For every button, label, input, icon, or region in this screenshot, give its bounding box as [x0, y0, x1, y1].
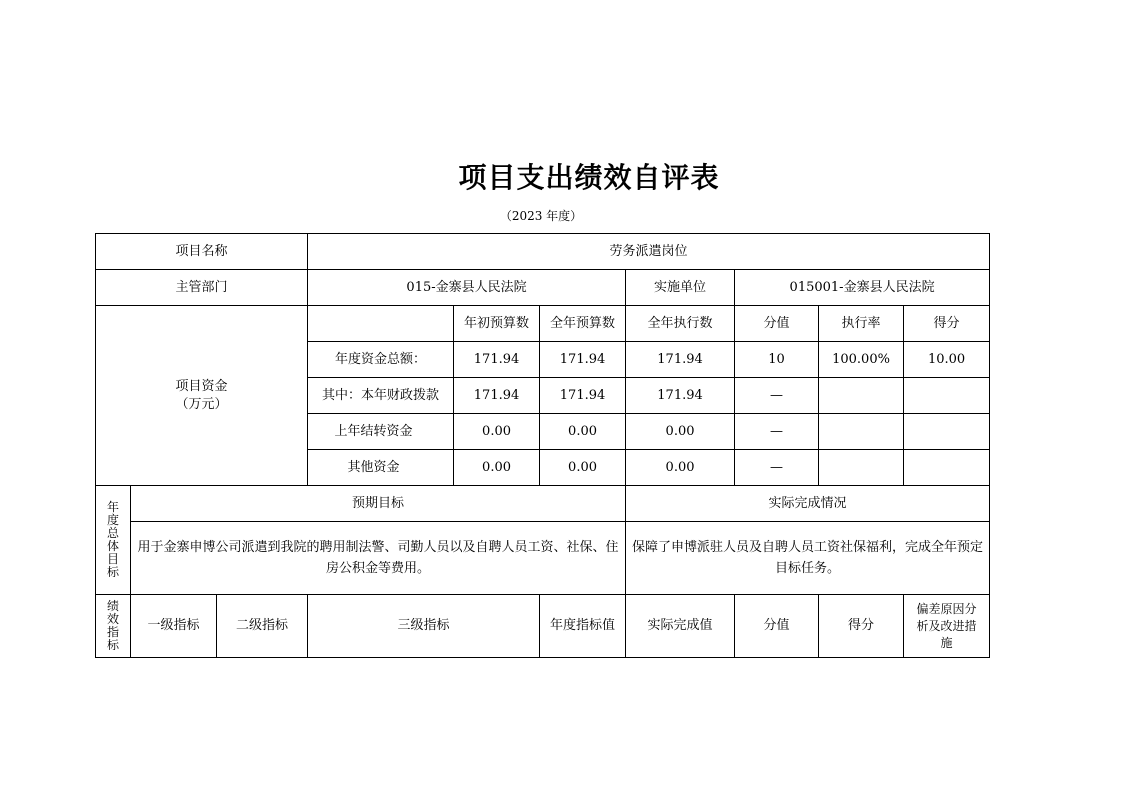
actual-completion-text: 保障了申博派驻人员及自聘人员工资社保福利，完成全年预定目标任务。 [626, 522, 990, 595]
funds-row-score: 10.00 [904, 342, 990, 378]
funds-label-line2: （万元） [175, 396, 228, 412]
implementing-unit-value: 015001-金寨县人民法院 [735, 270, 990, 306]
department-value: 015-金寨县人民法院 [308, 270, 626, 306]
funds-row-executed: 0.00 [626, 414, 735, 450]
funds-header-score: 得分 [904, 306, 990, 342]
funds-row-rate [819, 450, 904, 486]
funds-row-initial: 171.94 [454, 378, 540, 414]
funds-header-score-value: 分值 [735, 306, 819, 342]
funds-header-annual: 全年预算数 [540, 306, 626, 342]
project-name-label: 项目名称 [96, 234, 308, 270]
funds-row-score-value: 10 [735, 342, 819, 378]
funds-label-line1: 项目资金 [175, 378, 228, 394]
goals-content-row [96, 522, 990, 595]
level-3-indicator-header: 三级指标 [308, 595, 540, 658]
funds-row-score-value: — [735, 450, 819, 486]
expected-goal-text: 用于金寨申博公司派遣到我院的聘用制法警、司勤人员以及自聘人员工资、社保、住房公积金等费用。 [131, 522, 626, 595]
project-name-row [96, 234, 990, 270]
funds-row-initial: 0.00 [454, 414, 540, 450]
funds-row-rate [819, 378, 904, 414]
performance-indicators-side-label: 绩 效 指 标 [96, 595, 131, 658]
funds-header-row [96, 306, 990, 342]
expected-goal-header: 预期目标 [131, 486, 626, 522]
funds-row-executed: 171.94 [626, 378, 735, 414]
funds-label [96, 306, 308, 486]
funds-row-score-value: — [735, 378, 819, 414]
actual-value-header: 实际完成值 [626, 595, 735, 658]
department-label: 主管部门 [96, 270, 308, 306]
funds-row-rate: 100.00% [819, 342, 904, 378]
funds-row-annual: 0.00 [540, 414, 626, 450]
funds-row-annual: 171.94 [540, 378, 626, 414]
score-value-header: 分值 [735, 595, 819, 658]
funds-row-score [904, 414, 990, 450]
annual-goals-side-label: 年 度 总 体 目 标 [96, 486, 131, 595]
level-1-indicator-header: 一级指标 [131, 595, 217, 658]
funds-row-label: 其他资金 [308, 450, 454, 486]
funds-row-label: 上年结转资金 [308, 414, 454, 450]
funds-row-score-value: — [735, 414, 819, 450]
department-row [96, 270, 990, 306]
funds-row-label: 年度资金总额： [308, 342, 454, 378]
funds-row-label: 其中：本年财政拨款 [308, 378, 454, 414]
score-header: 得分 [819, 595, 904, 658]
project-name-value: 劳务派遣岗位 [308, 234, 990, 270]
annual-target-header: 年度指标值 [540, 595, 626, 658]
deviation-analysis-header: 偏差原因分 析及改进措 施 [904, 595, 990, 658]
funds-row-initial: 171.94 [454, 342, 540, 378]
level-2-indicator-header: 二级指标 [217, 595, 308, 658]
funds-header-blank [308, 306, 454, 342]
funds-row-executed: 171.94 [626, 342, 735, 378]
actual-completion-header: 实际完成情况 [626, 486, 990, 522]
performance-self-evaluation-table [95, 233, 990, 658]
funds-row-annual: 0.00 [540, 450, 626, 486]
funds-row-initial: 0.00 [454, 450, 540, 486]
funds-row-score [904, 378, 990, 414]
page-title: 项目支出绩效自评表 [458, 161, 720, 194]
funds-header-rate: 执行率 [819, 306, 904, 342]
funds-header-initial: 年初预算数 [454, 306, 540, 342]
performance-header-row [96, 595, 990, 658]
funds-row-score [904, 450, 990, 486]
funds-header-executed: 全年执行数 [626, 306, 735, 342]
report-year: （2023 年度） [499, 209, 583, 223]
goals-header-row [96, 486, 990, 522]
funds-row-rate [819, 414, 904, 450]
funds-row-annual: 171.94 [540, 342, 626, 378]
implementing-unit-label: 实施单位 [626, 270, 735, 306]
funds-row-executed: 0.00 [626, 450, 735, 486]
